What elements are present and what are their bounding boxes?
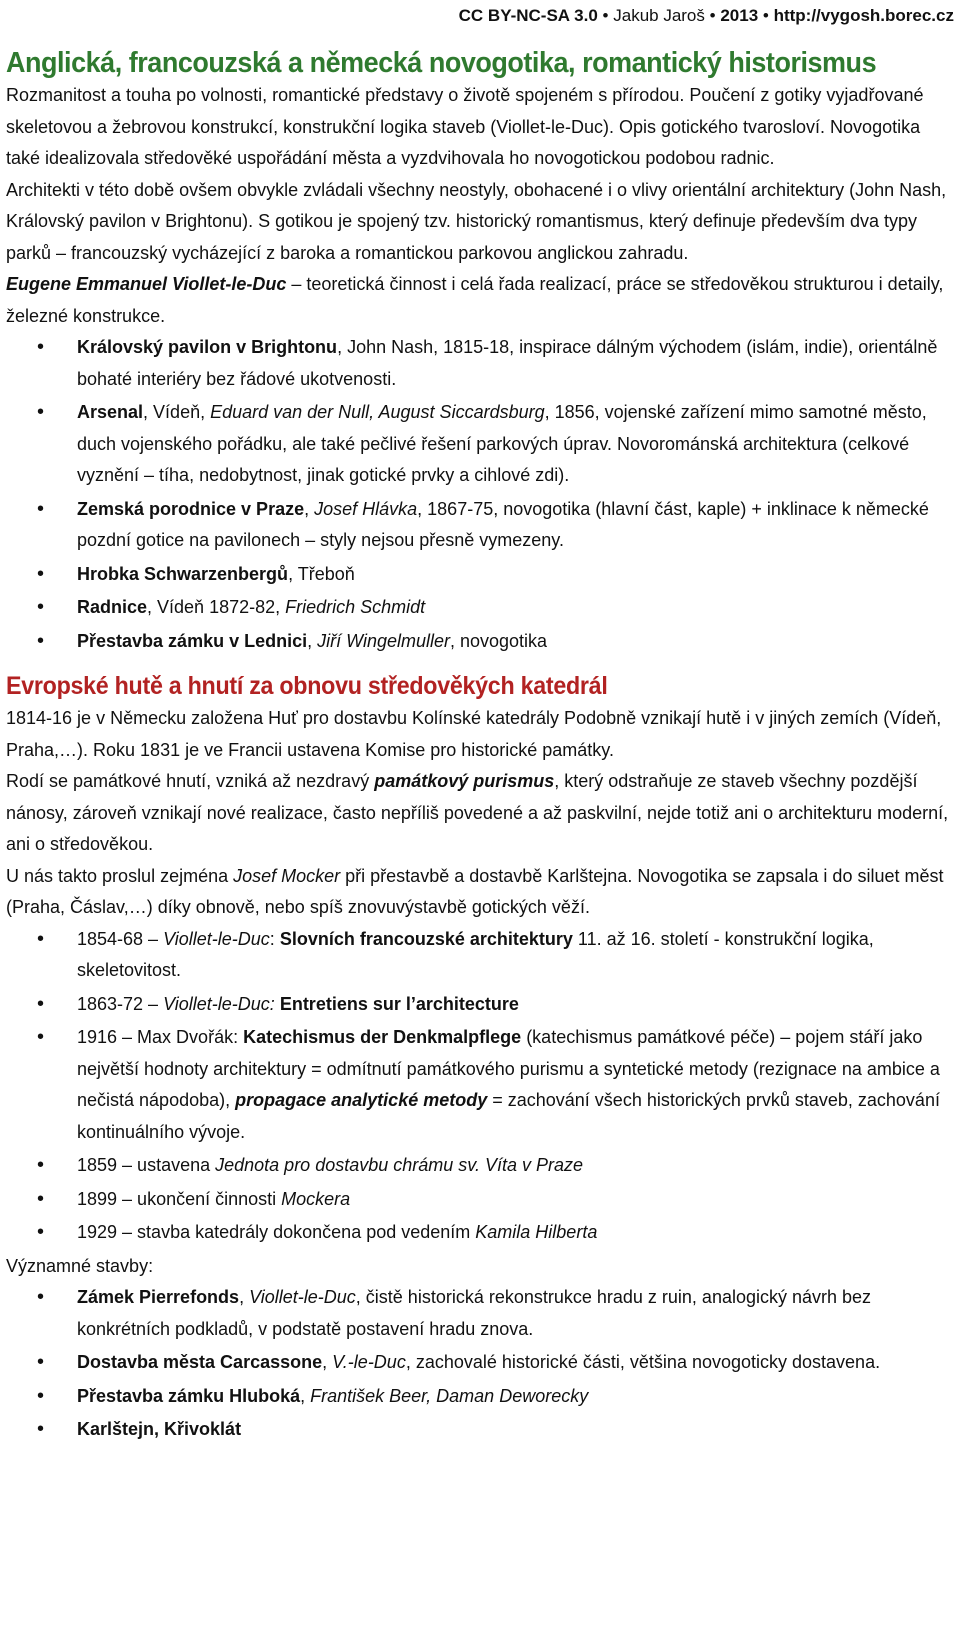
item-text: 1859 – ustavena	[77, 1155, 216, 1175]
item-author: Jiří Wingelmuller	[317, 630, 450, 651]
item-title: Zámek Pierrefonds	[77, 1287, 240, 1307]
timeline-item	[37, 1217, 954, 1249]
item-title: Radnice	[77, 597, 148, 617]
item-author: Viollet-le-Duc	[163, 928, 270, 949]
bullet-icon: •	[37, 1026, 45, 1048]
timeline-item	[37, 989, 954, 1021]
item-text: , Třeboň	[288, 563, 355, 584]
item-text: , novogotika	[450, 630, 548, 651]
mocker-name: Josef Mocker	[233, 865, 341, 886]
item-title: Karlštejn, Křivoklát	[77, 1419, 242, 1439]
license-text: CC BY-NC-SA 3.0	[458, 6, 598, 25]
item-text: 1899 – ukončení činnosti	[77, 1188, 282, 1209]
header-separator: •	[602, 6, 609, 25]
item-text: 1863-72 –	[77, 993, 164, 1014]
bullet-icon: •	[37, 1154, 45, 1176]
section2-paragraph-1: 1814-16 je v Německu založena Huť pro dostavbu Kolínské katedrály Podobně vznikají hutě i v jiných zemích (Vídeň, Praha,…). Roku 1831 je ve Francii ustavena Komise pro historické památky.	[6, 708, 942, 760]
item-text: ,	[300, 1385, 311, 1406]
list-item	[37, 1414, 954, 1446]
bullet-icon: •	[37, 992, 45, 1015]
timeline-item	[37, 924, 954, 987]
item-text: , 1867-75, novogotika (hlavní část, kaple) + inklinace k německé pozdní gotice na pavilonech – styly nejsou přesně vymezeny.	[77, 498, 929, 550]
section2-paragraph-2	[6, 766, 954, 861]
list-item	[37, 1282, 954, 1345]
list-item	[37, 1347, 954, 1379]
bullet-icon: •	[37, 401, 45, 423]
year-text: 2013	[720, 6, 759, 25]
item-text: :	[269, 928, 280, 949]
author-name: Jakub Jaroš	[613, 6, 705, 25]
item-author: Josef Hlávka	[314, 498, 418, 519]
header-separator: •	[762, 6, 769, 25]
item-author: Jednota pro dostavbu chrámu sv. Víta v Praze	[215, 1155, 583, 1175]
item-text: (katechismus památkové péče) – pojem stáří jako největší hodnoty architektury = odmítnutí památkového purismu a syntetické metody (rezignace na ambice a nečistá nápodoba),	[77, 1027, 940, 1110]
item-title: Přestavba zámku Hluboká	[77, 1385, 301, 1406]
item-title: Královský pavilon v Brightonu	[77, 337, 338, 357]
paragraph-text: U nás takto proslul zejména	[6, 865, 234, 886]
item-text: , Vídeň,	[143, 402, 211, 422]
item-text: , zachovalé historické části, většina novogoticky dostavena.	[405, 1352, 881, 1372]
header-separator: •	[709, 6, 716, 25]
section1-paragraph-1: Rozmanitost a touha po volnosti, romantické představy o životě spojeném s přírodou. Poučení z gotiky vyjadřované skeletovou a žebrovou konstrukcí, konstrukční logika staveb (Viollet-le-Duc). Opis gotického tvarosloví. Novogotika také idealizovala středověké uspořádání města a vyzdvihovala ho novogotickou podobou radnic.	[6, 85, 924, 168]
page-header	[6, 0, 954, 28]
item-title: Slovních francouzské architektury	[279, 928, 573, 949]
item-author: Friedrich Schmidt	[285, 597, 426, 617]
section1-heading: Anglická, francouzská a německá novogotika, romantický historismus	[6, 47, 877, 79]
viollet-description: – teoretická činnost i celá řada realizací, práce se středověkou strukturou i detaily, železné konstrukce.	[6, 274, 944, 326]
item-text: 1929 – stavba katedrály dokončena pod vedením	[77, 1222, 476, 1242]
list-item	[37, 494, 954, 557]
list-item	[37, 559, 954, 591]
section1-paragraph-2: Architekti v této době ovšem obvykle zvládali všechny neostyly, obohacené i o vlivy orientální architektury (John Nash, Královský pavilon v Brightonu). S gotikou je spojený tzv. historický romantismus, který definuje především dva typy parků – francouzský vycházející z baroka a romantickou parkovou anglickou zahradu.	[6, 179, 947, 263]
item-title: Arsenal	[77, 402, 144, 422]
timeline-item	[37, 1022, 954, 1148]
section2-paragraph-3	[6, 861, 954, 924]
item-author: Mockera	[281, 1188, 351, 1209]
bullet-icon: •	[37, 497, 45, 520]
item-title: Zemská porodnice v Praze	[77, 498, 305, 519]
paragraph-text: , který odstraňuje ze staveb všechny pozdější nánosy, zároveň vznikají nové realizace, často nepříliš povedené a až paskvilní, nejde totiž ani o architekturu moderní, ani o středověkou.	[6, 771, 949, 854]
item-title: Katechismus der Denkmalpflege	[243, 1027, 522, 1047]
item-title: Dostavba města Carcassone	[77, 1352, 323, 1372]
item-text: ,	[322, 1352, 333, 1372]
bullet-icon: •	[37, 562, 45, 585]
item-text: ,	[307, 630, 318, 651]
item-title: Hrobka Schwarzenbergů	[77, 563, 289, 584]
item-text: 11. až 16. století - konstrukční logika, skeletovitost.	[77, 928, 874, 980]
bullet-icon: •	[37, 1384, 45, 1407]
item-author: Eduard van der Null, August Siccardsburg	[210, 402, 545, 422]
item-title: Přestavba zámku v Lednici	[77, 630, 308, 651]
item-text: 1854-68 –	[77, 928, 164, 949]
item-author: V.-le-Duc	[332, 1352, 406, 1372]
item-text: 1916 – Max Dvořák:	[77, 1027, 244, 1047]
purismus-term: památkový purismus	[374, 771, 555, 791]
timeline-item	[37, 1150, 954, 1182]
item-text: , 1856, vojenské zařízení mimo samotné město, duch vojenského pořádku, ale také pečlivé řešení parkových úprav. Novorománská architektura (celkové vyznění – tíha, nedobytnost, jinak gotické prvky a cihlové zdi).	[77, 402, 927, 485]
list-item	[37, 626, 954, 658]
bullet-icon: •	[37, 336, 45, 358]
timeline-item	[37, 1184, 954, 1216]
bullet-icon: •	[37, 596, 45, 618]
item-author: František Beer, Daman Deworecky	[310, 1385, 589, 1406]
item-text: ,	[304, 498, 315, 519]
item-text: ,	[239, 1287, 250, 1307]
item-author: Kamila Hilberta	[475, 1222, 598, 1242]
item-author: Viollet-le-Duc	[249, 1287, 356, 1307]
timeline-list	[6, 924, 954, 1249]
section2-heading: Evropské hutě a hnutí za obnovu středověkých katedrál	[6, 672, 608, 700]
item-text: , John Nash, 1815-18, inspirace dálným východem (islám, indie), orientálně bohaté interiéry bez řádové ukotvenosti.	[77, 337, 938, 389]
bullet-icon: •	[37, 1221, 45, 1243]
list-item	[37, 592, 954, 624]
bullet-icon: •	[37, 629, 45, 652]
item-author: Viollet-le-Duc:	[163, 993, 275, 1014]
paragraph-text: Rodí se památkové hnutí, vzniká až nezdravý	[6, 771, 375, 791]
item-text: , čistě historická rekonstrukce hradu z ruin, analogický návrh bez konkrétních podkladů, v podstatě postavení hradu znova.	[77, 1287, 872, 1339]
paragraph-text: při přestavbě a dostavbě Karlštejna. Novogotika se zapsala i do siluet měst (Praha, Čáslav,…) díky obnově, nebo spíš znovuvýstavbě gotických věží.	[6, 865, 944, 917]
section1-building-list	[6, 332, 954, 657]
bullet-icon: •	[37, 1351, 45, 1373]
bullet-icon: •	[37, 927, 45, 950]
bullet-icon: •	[37, 1418, 45, 1440]
list-item	[37, 1381, 954, 1413]
item-text: = zachování všech historických prvků staveb, zachování kontinuálního vývoje.	[77, 1090, 940, 1142]
viollet-name: Eugene Emmanuel Viollet-le-Duc	[6, 274, 287, 294]
analytic-method-term: propagace analytické metody	[235, 1090, 488, 1110]
item-title: Entretiens sur l’architecture	[279, 993, 519, 1014]
section1-paragraph-3	[6, 269, 954, 332]
header-url[interactable]: http://vygosh.borec.cz	[773, 6, 954, 25]
bullet-icon: •	[37, 1187, 45, 1210]
list-item	[37, 397, 954, 492]
bullet-icon: •	[37, 1286, 45, 1308]
notable-buildings-label: Významné stavby:	[6, 1255, 154, 1276]
notable-buildings-list	[6, 1282, 954, 1446]
item-text: , Vídeň 1872-82,	[147, 597, 286, 617]
list-item	[37, 332, 954, 395]
